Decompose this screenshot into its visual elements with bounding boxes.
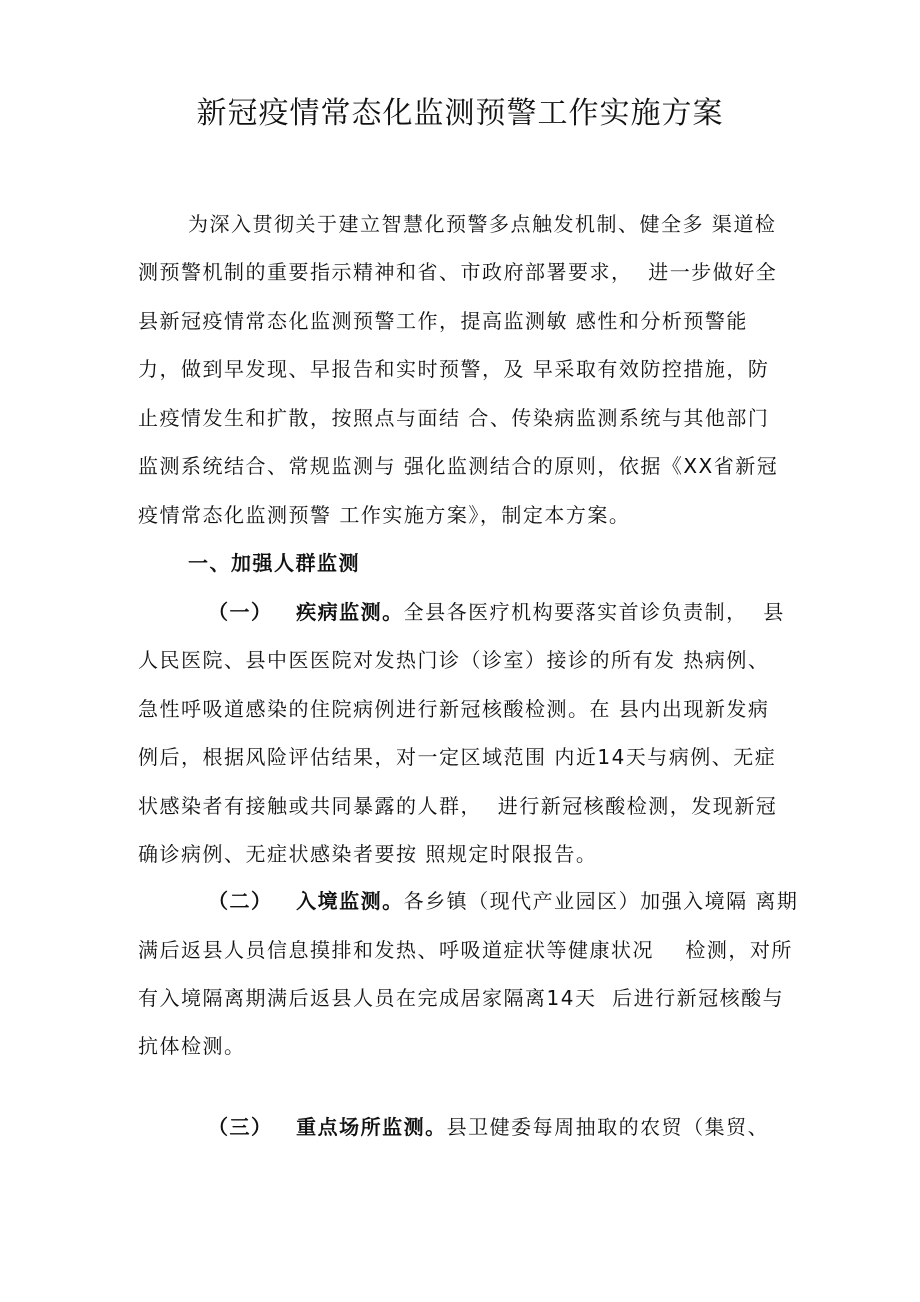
item-title: 重点场所监测。 — [296, 1115, 447, 1139]
item2-first-line — [208, 888, 798, 914]
item1-first-line — [208, 599, 785, 625]
item-text: 各乡镇（现代产业园区）加强入境隔 离期 — [403, 889, 799, 913]
intro-line: 止疫情发生和扩散，按照点与面结 合、传染病监测系统与其他部门 — [138, 406, 770, 430]
item-number: （三） — [208, 1115, 273, 1139]
item-title: 入境监测。 — [296, 889, 404, 913]
section-heading: 一、加强人群监测 — [188, 551, 360, 575]
item-text: 全县各医疗机构要落实首诊负责制， 县 — [403, 600, 785, 624]
item-number: （一） — [208, 600, 273, 624]
intro-line: 县新冠疫情常态化监测预警工作，提高监测敏 感性和分析预警能 — [138, 309, 748, 333]
item-number: （二） — [208, 889, 273, 913]
item2-line: 有入境隔离期满后返县人员在完成居家隔离14天 后进行新冠核酸与 — [138, 986, 785, 1010]
item2-line: 抗体检测。 — [138, 1034, 246, 1058]
item1-line: 确诊病例、无症状感染者要按 照规定时限报告。 — [138, 842, 598, 866]
intro-line: 力，做到早发现、早报告和实时预警，及 早采取有效防控措施，防 — [138, 357, 770, 381]
intro-line: 监测系统结合、常规监测与 强化监测结合的原则，依据《XX省新冠 — [138, 454, 779, 478]
item1-line: 例后，根据风险评估结果，对一定区域范围 内近14天与病例、无症 — [138, 745, 777, 769]
item1-line: 状感染者有接触或共同暴露的人群， 进行新冠核酸检测，发现新冠 — [138, 794, 778, 818]
intro-line: 疫情常态化监测预警 工作实施方案》，制定本方案。 — [138, 503, 631, 527]
intro-line: 测预警机制的重要指示精神和省、市政府部署要求， 进一步做好全 — [138, 260, 778, 284]
item-title: 疾病监测。 — [296, 600, 404, 624]
item3-first-line — [208, 1114, 769, 1140]
item1-line: 人民医院、县中医医院对发热门诊（诊室）接诊的所有发 热病例、 — [138, 648, 770, 672]
item-text: 县卫健委每周抽取的农贸（集贸、 — [446, 1115, 770, 1139]
intro-line: 为深入贯彻关于建立智慧化预警多点触发机制、健全多 渠道检 — [188, 212, 777, 236]
document-title: 新冠疫情常态化监测预警工作实施方案 — [196, 96, 724, 131]
item2-line: 满后返县人员信息摸排和发热、呼吸道症状等健康状况 检测，对所 — [138, 938, 793, 962]
item1-line: 急性呼吸道感染的住院病例进行新冠核酸检测。在 县内出现新发病 — [138, 697, 770, 721]
